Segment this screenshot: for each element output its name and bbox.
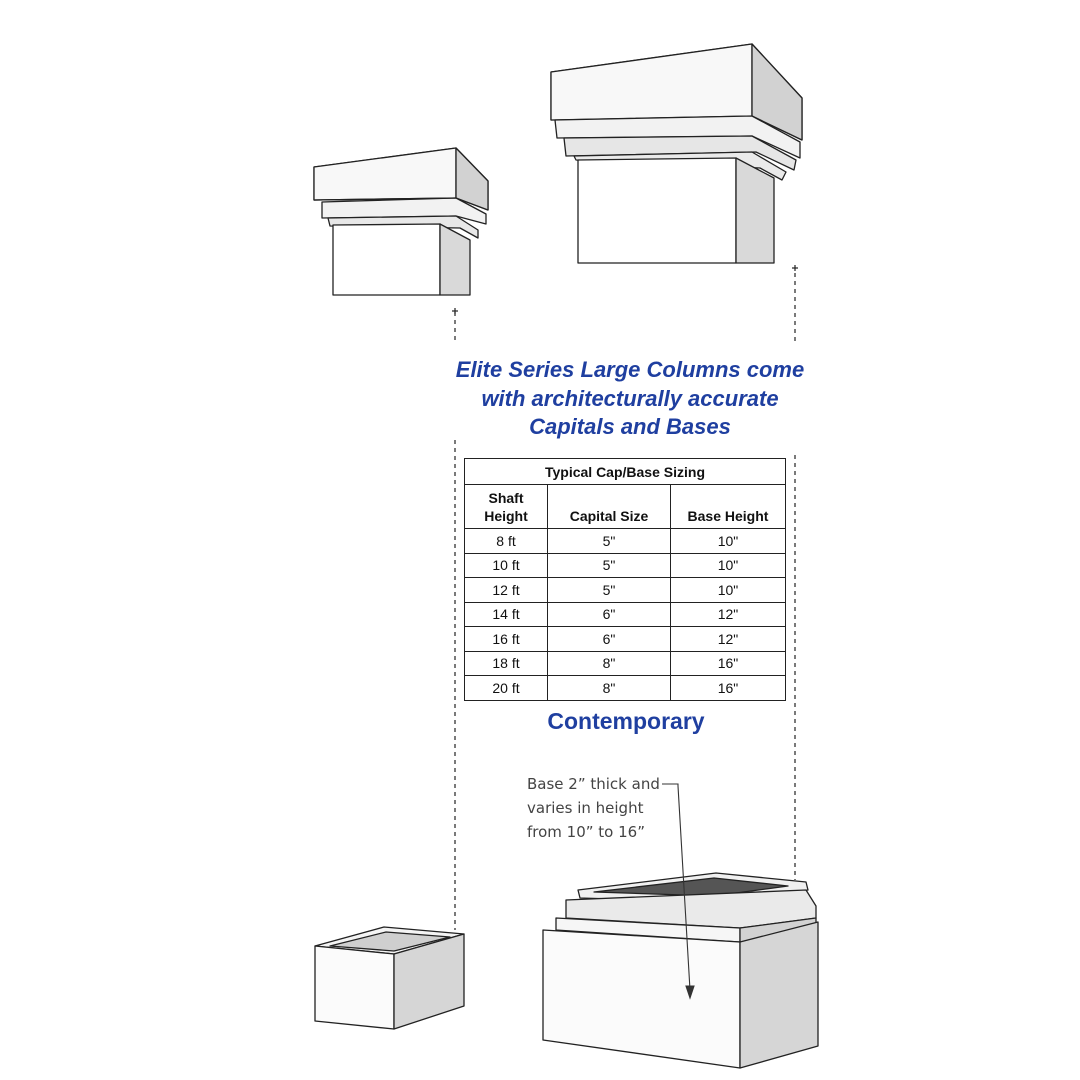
style-label: Contemporary (547, 708, 705, 734)
cell-shaft: 8 ft (465, 529, 548, 554)
cell-capital: 8" (548, 676, 671, 701)
small-column-capital (314, 148, 488, 295)
cell-capital: 5" (548, 553, 671, 578)
table-title: Typical Cap/Base Sizing (465, 459, 786, 485)
large-column-capital (551, 44, 802, 263)
headline-line-3: Capitals and Bases (529, 414, 731, 439)
table-row (465, 651, 786, 676)
headline (420, 356, 840, 442)
cell-shaft: 16 ft (465, 627, 548, 652)
table-row (465, 676, 786, 701)
cell-capital: 5" (548, 529, 671, 554)
note-line-3: from 10” to 16” (527, 823, 645, 841)
cell-capital: 8" (548, 651, 671, 676)
headline-line-2: with architecturally accurate (481, 385, 779, 411)
cell-shaft: 12 ft (465, 578, 548, 603)
cell-shaft: 20 ft (465, 676, 548, 701)
headline-line-1: Elite Series Large Columns come (455, 357, 805, 382)
cell-base: 16" (671, 651, 786, 676)
table-row (465, 553, 786, 578)
cell-shaft: 14 ft (465, 602, 548, 627)
cell-shaft: 10 ft (465, 553, 548, 578)
note-line-2: varies in height (527, 799, 644, 817)
cell-base: 10" (671, 553, 786, 578)
header-capital-size: Capital Size (548, 485, 671, 529)
cell-base: 12" (671, 627, 786, 652)
base-note (527, 772, 660, 844)
small-column-base (315, 927, 464, 1029)
table-row (465, 529, 786, 554)
cell-base: 10" (671, 529, 786, 554)
table-row (465, 578, 786, 603)
table-row (465, 627, 786, 652)
header-shaft-line-1: Shaft (488, 490, 524, 506)
cap-base-sizing-table (464, 458, 786, 701)
table-row (465, 602, 786, 627)
header-base-height: Base Height (671, 485, 786, 529)
header-shaft-height (465, 485, 548, 529)
large-column-base (543, 873, 818, 1068)
cell-base: 16" (671, 676, 786, 701)
cell-capital: 6" (548, 627, 671, 652)
cell-shaft: 18 ft (465, 651, 548, 676)
cell-base: 10" (671, 578, 786, 603)
note-line-1: Base 2” thick and (527, 775, 660, 793)
cell-capital: 6" (548, 602, 671, 627)
header-shaft-line-2: Height (484, 508, 528, 524)
cell-capital: 5" (548, 578, 671, 603)
cell-base: 12" (671, 602, 786, 627)
